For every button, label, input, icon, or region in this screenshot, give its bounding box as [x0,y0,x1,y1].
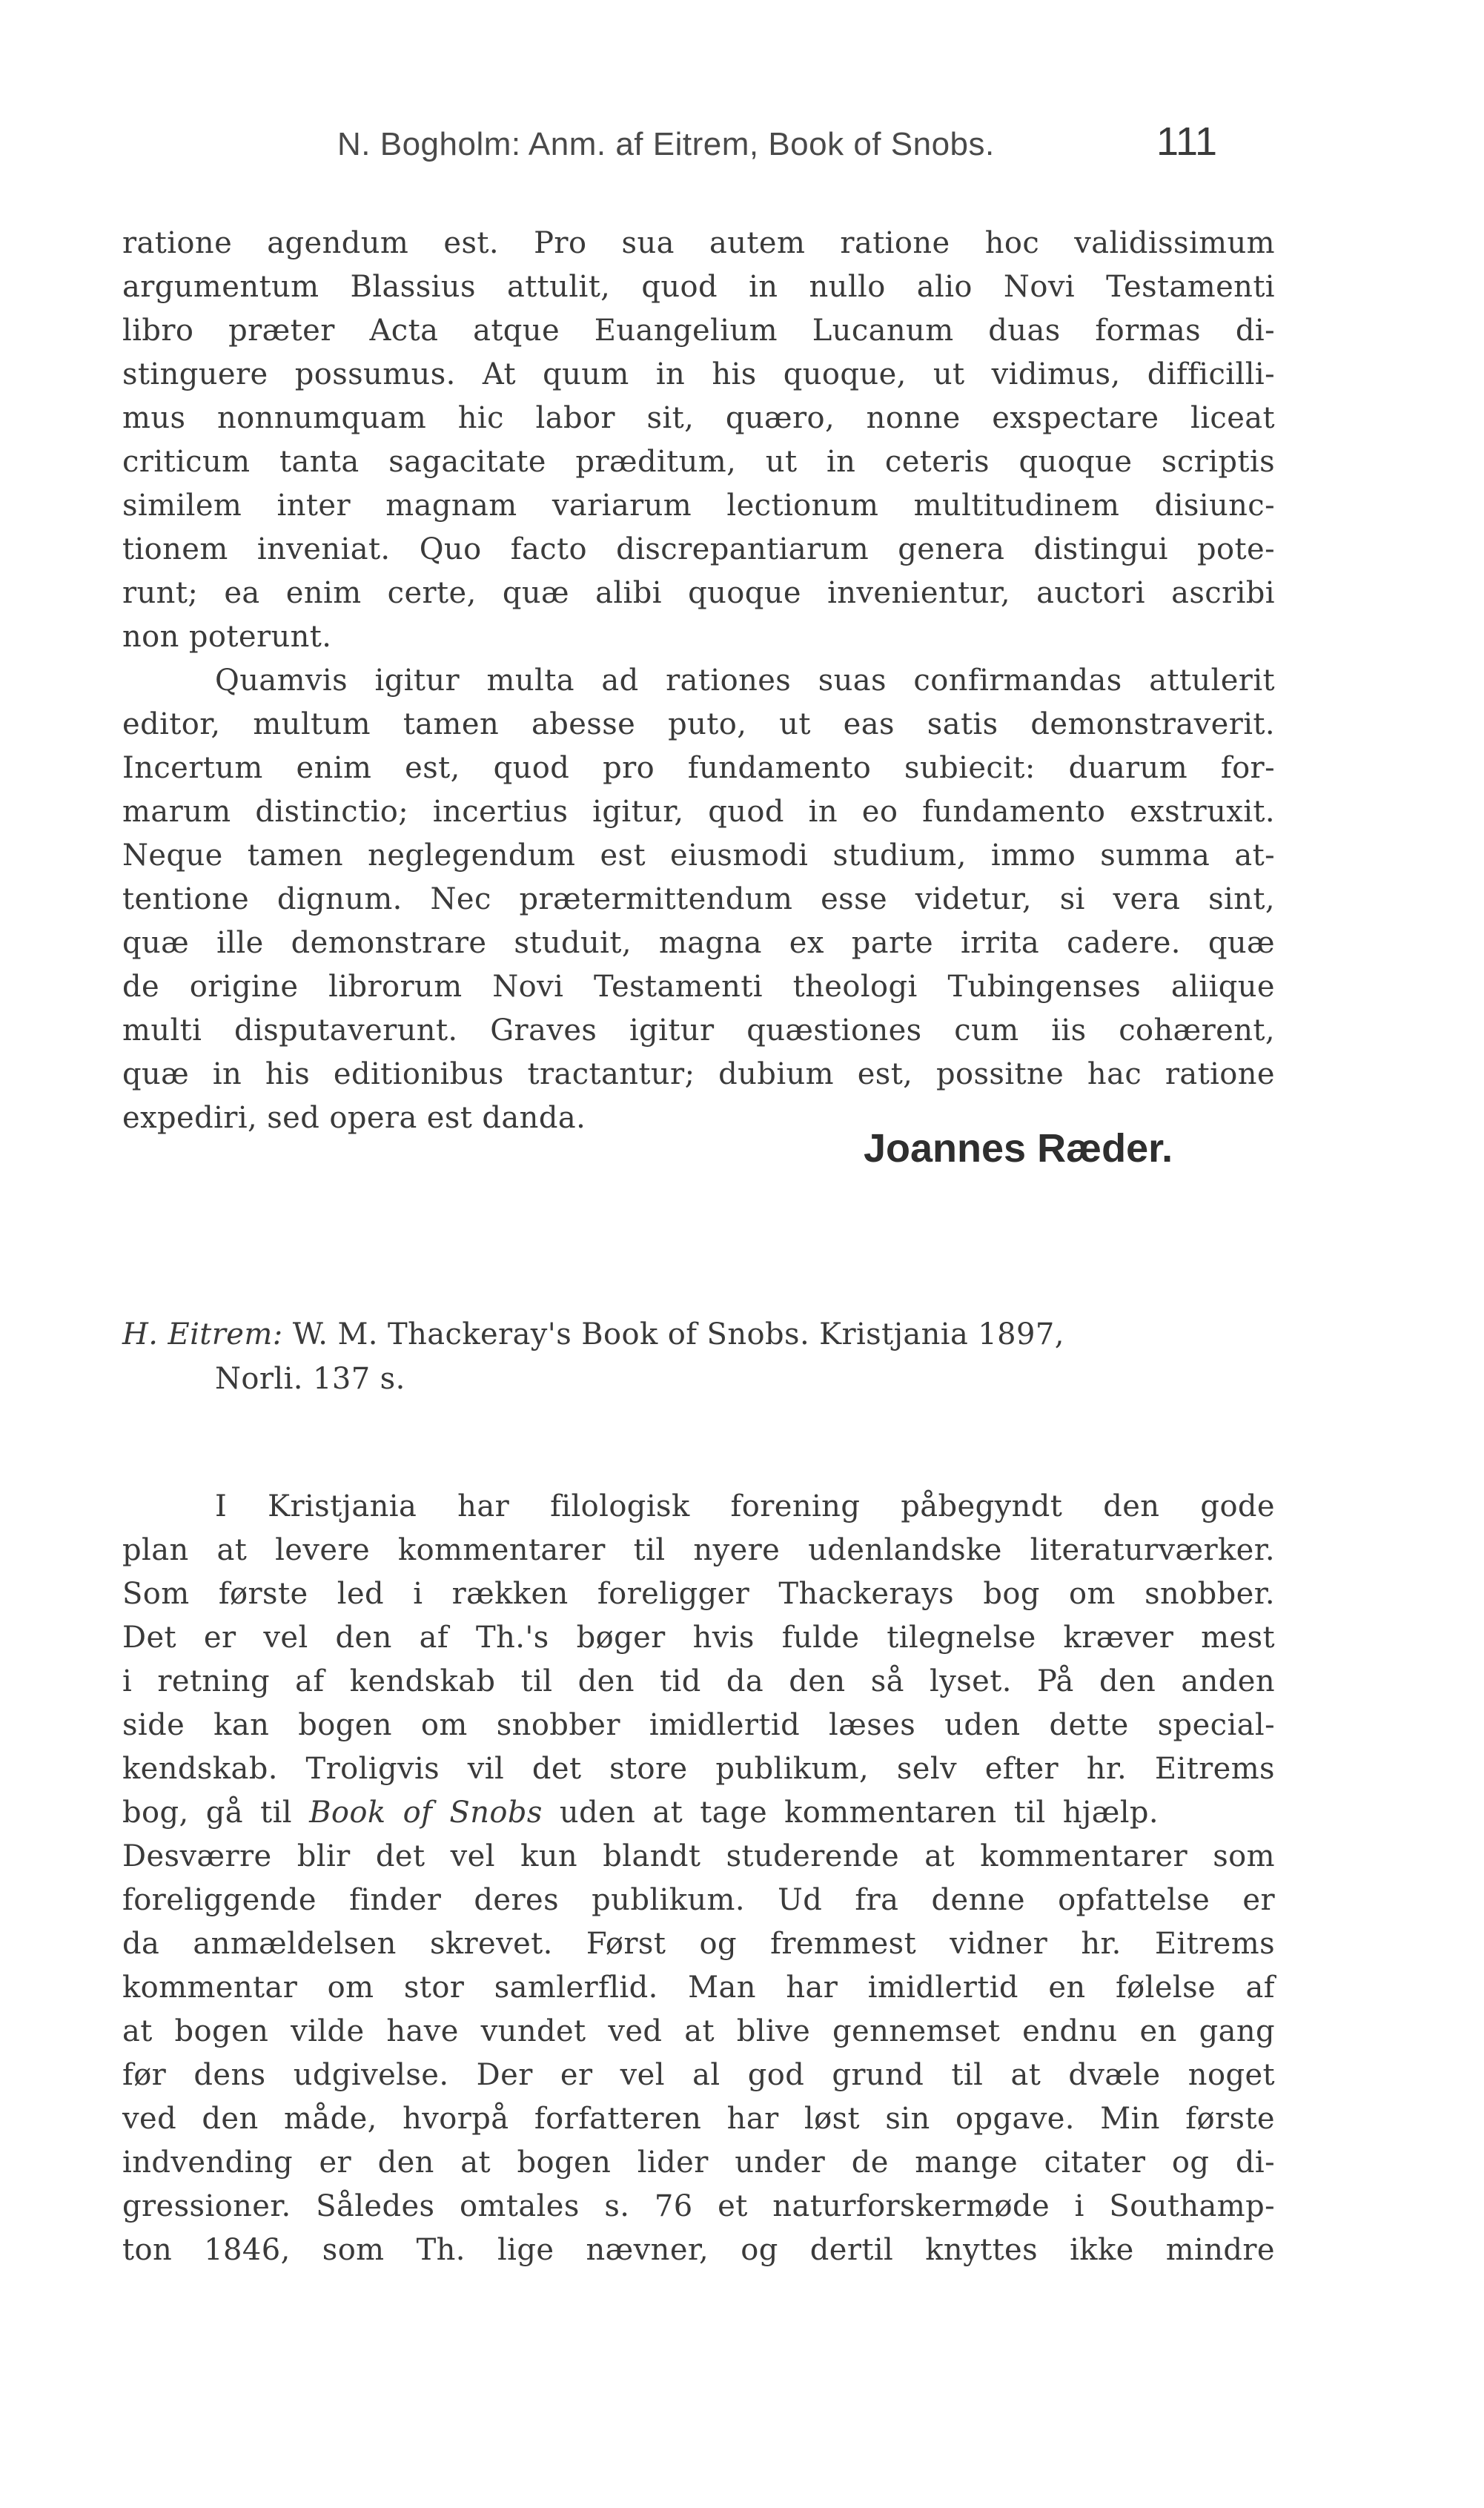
text-line: Desværre blir det vel kun blandt studerende at kommentarer som [122,1839,1275,1873]
text-line: da anmældelsen skrevet. Først og fremmest vidner hr. Eitrems [122,1927,1275,1961]
text-line: Incertum enim est, quod pro fundamento subiecit: duarum for- [122,751,1275,785]
text-line: ratione agendum est. Pro sua autem ratione hoc validissimum [122,226,1275,260]
text-line: ton 1846, som Th. lige nævner, og dertil knyttes ikke mindre [122,2233,1275,2267]
text-fragment: bog, gå til [122,1796,292,1830]
text-line: kommentar om stor samlerflid. Man har imidlertid en følelse af [122,1971,1275,2005]
text-line: marum distinctio; incertius igitur, quod in eo fundamento exstruxit. [122,795,1275,829]
text-line: Neque tamen neglegendum est eiusmodi studium, immo summa at- [122,838,1275,873]
citation-imprint: Norli. 137 s. [215,1362,405,1396]
text-line: argumentum Blassius attulit, quod in nullo alio Novi Testamenti [122,270,1275,304]
text-line: Quamvis igitur multa ad rationes suas confirmandas attulerit [215,664,1275,698]
text-line: kendskab. Troligvis vil det store publikum, selv efter hr. Eitrems [122,1752,1275,1786]
text-line: similem inter magnam variarum lectionum multitudinem disiunc- [122,489,1275,523]
text-line: criticum tanta sagacitate præditum, ut in ceteris quoque scriptis [122,445,1275,479]
text-line: tentione dignum. Nec prætermittendum esse videtur, si vera sint, [122,882,1275,916]
text-line: foreliggende finder deres publikum. Ud fra denne opfattelse er [122,1883,1275,1917]
text-line: I Kristjania har filologisk forening påbegyndt den gode [215,1489,1275,1523]
text-line [122,1790,1275,1835]
text-line: non poterunt. [122,620,332,654]
text-line: ved den måde, hvorpå forfatteren har løst sin opgave. Min første [122,2102,1275,2136]
text-line: Som første led i rækken foreligger Thackerays bog om snobber. [122,1577,1275,1611]
text-line: multi disputaverunt. Graves igitur quæstiones cum iis cohærent, [122,1013,1275,1048]
text-line: før dens udgivelse. Der er vel al god grund til at dvæle noget [122,2058,1275,2092]
citation-title: W. M. Thackeray's Book of Snobs. Kristjania 1897, [292,1317,1064,1351]
text-line: editor, multum tamen abesse puto, ut eas satis demonstraverit. [122,707,1275,741]
text-line: expediri, sed opera est danda. [122,1101,586,1135]
text-line: tionem inveniat. Quo facto discrepantiarum genera distingui pote- [122,532,1275,566]
text-line: i retning af kendskab til den tid da den så lyset. På den anden [122,1664,1275,1698]
text-line: gressioner. Således omtales s. 76 et naturforskermøde i Southamp- [122,2189,1275,2223]
text-fragment: uden at tage kommentaren til hjælp. [559,1796,1159,1830]
text-line: Det er vel den af Th.'s bøger hvis fulde tilegnelse kræver mest [122,1621,1275,1655]
text-line: runt; ea enim certe, quæ alibi quoque invenientur, auctori ascribi [122,576,1275,610]
reviewer-signature: Joannes Ræder. [864,1126,1173,1171]
page-number: 111 [1156,119,1218,164]
citation-line [122,1312,1275,1357]
text-line: quæ ille demonstrare studuit, magna ex parte irrita cadere. quæ [122,926,1275,960]
text-line: de origine librorum Novi Testamenti theologi Tubingenses aliique [122,970,1275,1004]
text-line: side kan bogen om snobber imidlertid læses uden dette special- [122,1708,1275,1742]
text-line: stinguere possumus. At quum in his quoque, ut vidimus, difficilli- [122,357,1275,391]
text-line: indvending er den at bogen lider under de mange citater og di- [122,2145,1275,2180]
text-line: at bogen vilde have vundet ved at blive gennemset endnu en gang [122,2014,1275,2048]
text-line: quæ in his editionibus tractantur; dubium est, possitne hac ratione [122,1057,1275,1091]
citation-author: H. Eitrem: [122,1317,283,1351]
running-title: N. Bogholm: Anm. af Eitrem, Book of Snobs. [337,126,995,162]
text-line: plan at levere kommentarer til nyere udenlandske literaturværker. [122,1533,1275,1567]
book-title: Book of Snobs [309,1796,543,1830]
text-line: mus nonnumquam hic labor sit, quæro, nonne exspectare liceat [122,401,1275,435]
text-line: libro præter Acta atque Euangelium Lucanum duas formas di- [122,314,1275,348]
